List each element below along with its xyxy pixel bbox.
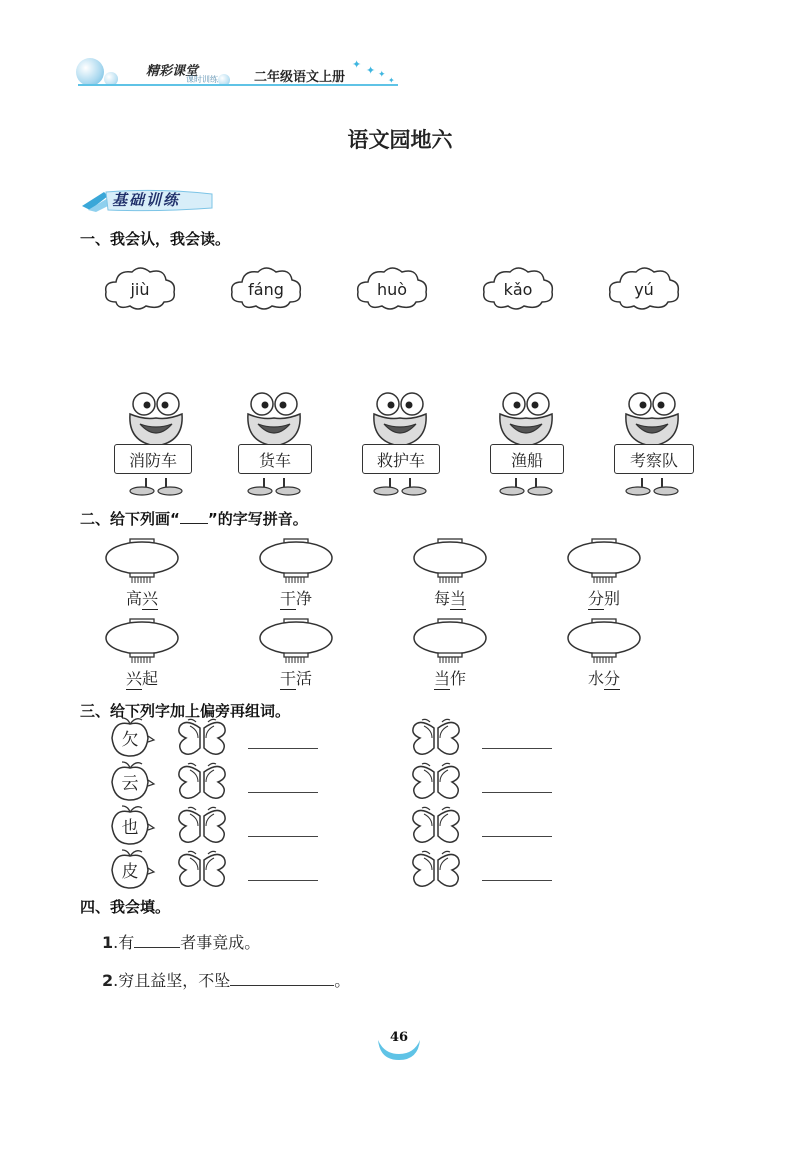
header-rule — [78, 84, 398, 86]
star-icon: ✦ — [366, 64, 376, 77]
answer-line[interactable] — [482, 880, 552, 881]
q1-title: 一、我会认，我会读。 — [80, 230, 231, 248]
header-brand: 精彩课堂 — [146, 64, 199, 79]
marked-char: 干 — [279, 589, 296, 608]
item-number: 2 — [102, 971, 114, 990]
lantern-icon — [566, 618, 642, 664]
apple-char: 欠 — [121, 730, 139, 750]
apple-char: 皮 — [121, 862, 139, 882]
word-part: 作 — [450, 669, 467, 688]
answer-line[interactable] — [482, 792, 552, 793]
pinyin-label: kǎo — [503, 280, 533, 299]
header-brand-sub: 课时训练 — [186, 75, 218, 84]
pinyin-cloud — [102, 262, 178, 314]
fill-blank[interactable] — [134, 931, 180, 948]
butterfly-icon — [176, 850, 228, 890]
frog-sign-label: 考察队 — [629, 450, 678, 470]
lantern-icon — [258, 538, 334, 584]
star-icon: ✦ — [388, 76, 395, 85]
marked-char: 兴 — [142, 589, 159, 608]
lantern-icon — [412, 538, 488, 584]
frog-icon — [614, 390, 690, 496]
butterfly-icon — [176, 806, 228, 846]
item-number: 1 — [102, 933, 114, 952]
frog-sign-label: 救护车 — [376, 450, 425, 470]
word-part: 每 — [433, 589, 450, 608]
word-part: 净 — [296, 589, 313, 608]
pinyin-label: jiù — [130, 280, 150, 299]
fill-text: .穷且益坚，不坠 — [113, 971, 231, 990]
lantern-word — [112, 586, 172, 609]
q4-title: 四、我会填。 — [80, 898, 171, 916]
answer-line[interactable] — [248, 748, 318, 749]
lantern-icon — [104, 618, 180, 664]
frog-icon — [362, 390, 438, 496]
butterfly-icon — [176, 762, 228, 802]
apple-char: 也 — [121, 818, 139, 838]
star-icon: ✦ — [352, 58, 362, 71]
word-part: 活 — [296, 669, 313, 688]
frog-icon — [236, 390, 312, 496]
frog-sign-label: 货车 — [258, 450, 291, 470]
answer-line[interactable] — [248, 792, 318, 793]
fill-text: 者事竟成。 — [180, 933, 261, 952]
answer-line[interactable] — [248, 836, 318, 837]
lantern-icon — [412, 618, 488, 664]
frog-sign — [238, 444, 312, 474]
q2-title — [80, 508, 308, 529]
butterfly-icon — [410, 718, 462, 758]
butterfly-icon — [410, 762, 462, 802]
lantern-word — [574, 586, 634, 609]
answer-line[interactable] — [482, 748, 552, 749]
q2-title-before: 二、给下列画“ — [80, 510, 180, 528]
header-circle-large — [76, 58, 104, 86]
section-badge-label: 基础训练 — [112, 191, 181, 209]
frog-icon — [118, 390, 194, 496]
word-part: 别 — [604, 589, 621, 608]
pinyin-label: huò — [376, 280, 408, 299]
pinyin-cloud — [480, 262, 556, 314]
pinyin-label: fáng — [248, 280, 284, 299]
fill-item-2 — [102, 968, 350, 991]
word-part: 水 — [587, 669, 604, 688]
butterfly-icon — [410, 806, 462, 846]
fill-text: 。 — [334, 971, 351, 990]
lantern-icon — [258, 618, 334, 664]
frog-sign — [490, 444, 564, 474]
lantern-word — [574, 666, 634, 689]
q2-title-after: ”的字写拼音。 — [207, 510, 308, 528]
frog-sign — [614, 444, 694, 474]
fill-item-1 — [102, 930, 260, 953]
lantern-word — [420, 586, 480, 609]
page-title: 语文园地六 — [347, 127, 453, 152]
star-icon: ✦ — [378, 70, 386, 80]
frog-icon — [488, 390, 564, 496]
lantern-icon — [566, 538, 642, 584]
marked-char: 当 — [450, 589, 467, 608]
page-number: 46 — [389, 1030, 409, 1045]
butterfly-icon — [176, 718, 228, 758]
fill-text: .有 — [113, 933, 135, 952]
header-grade: 二年级语文上册 — [254, 70, 346, 85]
apple-char: 云 — [121, 774, 139, 794]
lantern-word — [266, 586, 326, 609]
butterfly-icon — [410, 850, 462, 890]
frog-sign — [114, 444, 192, 474]
marked-char: 分 — [587, 589, 604, 608]
q3-title: 三、给下列字加上偏旁再组词。 — [80, 702, 291, 720]
word-part: 高 — [125, 589, 142, 608]
word-part: 起 — [142, 669, 159, 688]
lantern-word — [266, 666, 326, 689]
marked-char: 当 — [433, 669, 450, 688]
answer-line[interactable] — [482, 836, 552, 837]
frog-sign-label: 渔船 — [510, 450, 543, 470]
fill-blank[interactable] — [230, 969, 334, 986]
marked-char: 分 — [604, 669, 621, 688]
marked-char: 干 — [279, 669, 296, 688]
frog-sign-label: 消防车 — [128, 450, 177, 470]
pinyin-cloud — [228, 262, 304, 314]
lantern-word — [112, 666, 172, 689]
frog-sign — [362, 444, 440, 474]
marked-char: 兴 — [125, 669, 142, 688]
lantern-icon — [104, 538, 180, 584]
pinyin-cloud — [606, 262, 682, 314]
pinyin-cloud — [354, 262, 430, 314]
pinyin-label: yú — [634, 280, 654, 299]
answer-line[interactable] — [248, 880, 318, 881]
lantern-word — [420, 666, 480, 689]
